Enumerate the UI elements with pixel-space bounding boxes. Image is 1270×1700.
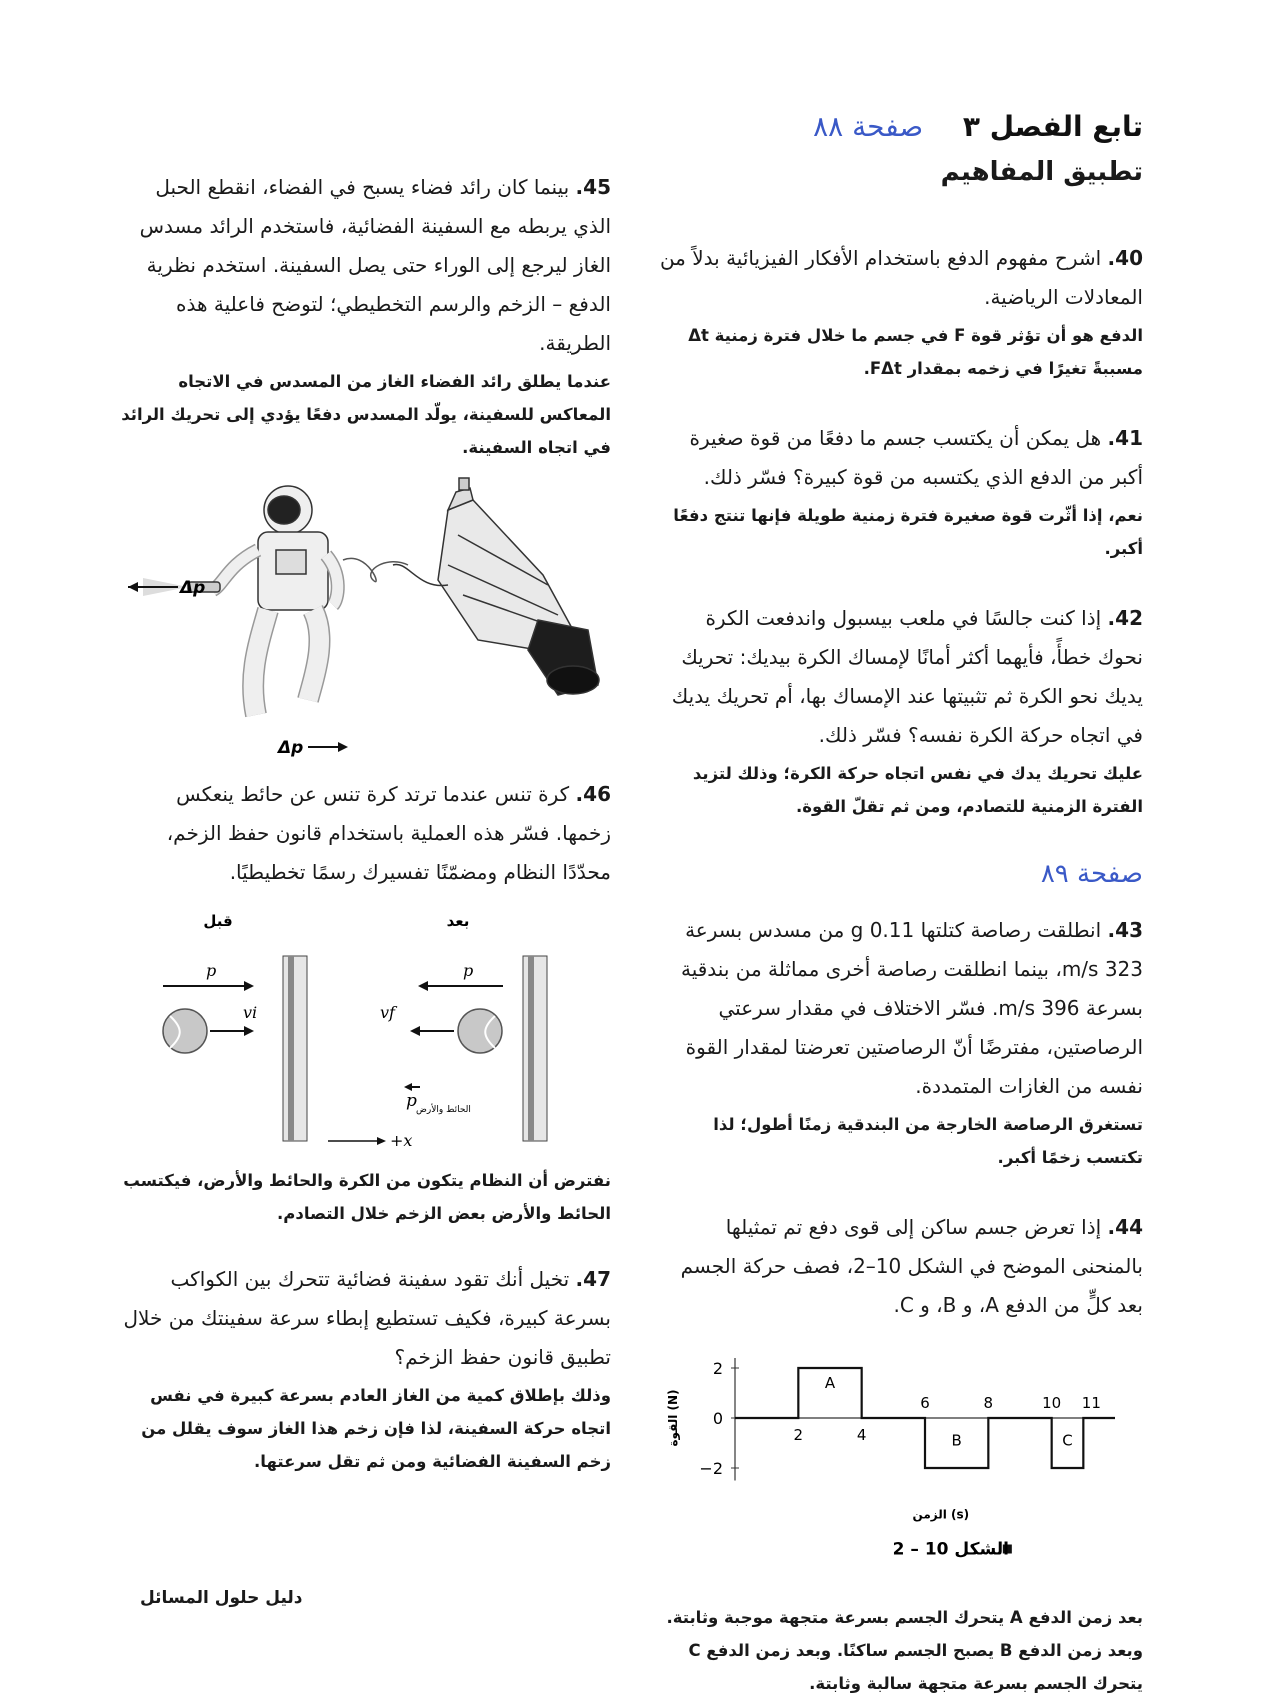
question-text: تخيل أنك تقود سفينة فضائية تتحرك بين الكواكب بسرعة كبيرة، فكيف تستطيع إبطاء سرعة سفينتك من خلال تطبيق قانون حفظ الزخم؟ bbox=[123, 1267, 611, 1369]
question-number: 46. bbox=[575, 782, 611, 806]
question-44 bbox=[655, 1208, 1143, 1325]
y-tick-label: −2 bbox=[699, 1459, 723, 1478]
question-number: 44. bbox=[1107, 1215, 1143, 1239]
velocity-label-vi: vi bbox=[243, 1003, 258, 1022]
tennis-ball-before bbox=[163, 1009, 207, 1053]
astronaut-figure bbox=[118, 470, 611, 765]
x-tick-label: 8 bbox=[983, 1394, 994, 1412]
right-column bbox=[655, 110, 1143, 1700]
astronaut-illustration bbox=[188, 486, 338, 715]
velocity-arrow-vi bbox=[244, 1026, 254, 1036]
answer-text: عندما يطلق رائد الفضاء الغاز من المسدس في الاتجاه المعاكس للسفينة، يولّد المسدس دفعًا يؤدي إلى تحريك الرائد في اتجاه السفينة. bbox=[121, 372, 611, 457]
wall-momentum-subscript: الحائط والأرض bbox=[416, 1105, 471, 1115]
question-47 bbox=[118, 1260, 611, 1478]
tennis-ball-after bbox=[458, 1009, 502, 1053]
region-label-c: C bbox=[1062, 1431, 1073, 1450]
question-text: اشرح مفهوم الدفع باستخدام الأفكار الفيزيائية بدلاً من المعادلات الرياضية. bbox=[659, 246, 1143, 309]
velocity-arrow-vf bbox=[410, 1026, 420, 1036]
wall-momentum-arrow bbox=[404, 1083, 412, 1091]
momentum-label-after: p bbox=[463, 961, 474, 980]
momentum-arrow-before bbox=[244, 981, 254, 991]
force-time-chart bbox=[655, 1343, 1143, 1593]
question-text: هل يمكن أن يكتسب جسم ما دفعًا من قوة صغيرة أكبر من الدفع الذي يكتسبه من قوة كبيرة؟ فسّر ذلك. bbox=[689, 426, 1143, 489]
y-tick-label: 2 bbox=[712, 1359, 723, 1378]
momentum-label-before: p bbox=[206, 961, 217, 980]
question-number: 41. bbox=[1107, 426, 1143, 450]
question-40 bbox=[655, 239, 1143, 385]
x-tick-label: 11 bbox=[1081, 1394, 1101, 1412]
question-number: 45. bbox=[575, 175, 611, 199]
question-number: 47. bbox=[575, 1267, 611, 1291]
question-number: 40. bbox=[1107, 246, 1143, 270]
answer-text: الدفع هو أن تؤثر قوة F في جسم ما خلال فترة زمنية Δt مسببةً تغيرًا في زخمه بمقدار FΔt. bbox=[688, 326, 1143, 378]
answer-text: تستغرق الرصاصة الخارجة من البندقية زمنًا أطول؛ لذا تكتسب زخمًا أكبر. bbox=[713, 1115, 1143, 1167]
region-label-b: B bbox=[951, 1431, 962, 1450]
spacecraft-illustration bbox=[393, 478, 599, 695]
question-43 bbox=[655, 911, 1143, 1174]
answer-text: وذلك بإطلاق كمية من الغاز العادم بسرعة كبيرة في نفس اتجاه حركة السفينة، لذا فإن زخم هذا الغاز سوف يقلل من زخم السفينة الفضائية ومن ثم تقل سرعتها. bbox=[141, 1386, 611, 1471]
delta-p-label-left: Δp bbox=[180, 578, 206, 598]
x-axis-label: +x bbox=[390, 1131, 413, 1150]
broken-tether bbox=[343, 558, 408, 581]
answer-text: نفترض أن النظام يتكون من الكرة والحائط والأرض، فيكتسب الحائط والأرض بعض الزخم خلال التصادم. bbox=[123, 1171, 611, 1223]
region-label-a: A bbox=[824, 1374, 836, 1392]
answer-text: بعد زمن الدفع A يتحرك الجسم بسرعة متجهة موجبة وثابتة. وبعد زمن الدفع B يصبح الجسم ساكنًا. وبعد زمن الدفع C يتحرك الجسم بسرعة متجهة سالبة وثابتة. bbox=[666, 1608, 1143, 1693]
question-text: كرة تنس عندما ترتد كرة تنس عن حائط ينعكس زخمها. فسّر هذه العملية باستخدام قانون حفظ الزخم، محدّدًا النظام ومضمّنًا تفسيرك رسمًا تخطيطيًا. bbox=[166, 782, 611, 884]
y-tick-label: 0 bbox=[712, 1409, 723, 1428]
chart-title: الشكل 10 – 2 bbox=[892, 1539, 1010, 1560]
question-42 bbox=[655, 599, 1143, 823]
question-text: إذا كنت جالسًا في ملعب بيسبول واندفعت الكرة نحوك خطأً، فأيهما أكثر أمانًا لإمساك الكرة بيديك: تحريك يديك نحو الكرة ثم تثبيتها عند الإمساك بها، أم تحريك يديك في اتجاه حركة الكرة نفسه؟ فسّر ذلك. bbox=[671, 606, 1143, 747]
page-heading-89: صفحة ٨٩ bbox=[1040, 859, 1143, 889]
x-tick-label: 10 bbox=[1042, 1394, 1062, 1412]
question-number: 43. bbox=[1107, 918, 1143, 942]
question-number: 42. bbox=[1107, 606, 1143, 630]
wall-before bbox=[283, 956, 307, 1141]
wall-after bbox=[523, 956, 547, 1141]
footer: دليل حلول المسائل bbox=[140, 1588, 303, 1608]
x-tick-label: 2 bbox=[793, 1426, 804, 1444]
label-after: بعد bbox=[446, 912, 470, 930]
section-title: تطبيق المفاهيم bbox=[940, 157, 1143, 187]
question-41 bbox=[655, 419, 1143, 565]
y-axis-label: القوة (N) bbox=[666, 1389, 680, 1447]
momentum-arrow-after bbox=[418, 981, 428, 991]
velocity-label-vf: vf bbox=[380, 1003, 395, 1022]
delta-p-label-bottom: Δp bbox=[278, 738, 304, 758]
question-text: إذا تعرض جسم ساكن إلى قوى دفع تم تمثيلها بالمنحنى الموضح في الشكل 10–2، فصف حركة الجسم بعد كلٍّ من الدفع A، و B، و C. bbox=[680, 1215, 1143, 1317]
label-before: قبل bbox=[203, 912, 233, 930]
answer-text: عليك تحريك يدك في نفس اتجاه حركة الكرة؛ وذلك لتزيد الفترة الزمنية للتصادم، ومن ثم تقلّ القوة. bbox=[692, 764, 1143, 816]
tennis-ball-figure bbox=[118, 906, 611, 1156]
x-axis-label: الزمن (s) bbox=[912, 1507, 970, 1522]
page-reference: صفحة ٨٨ bbox=[813, 110, 924, 143]
chapter-title: تابع الفصل ٣ bbox=[962, 110, 1143, 143]
chapter-header bbox=[655, 110, 1143, 143]
question-46 bbox=[118, 775, 611, 892]
x-tick-label: 6 bbox=[920, 1394, 930, 1412]
answer-text: نعم، إذا أثّرت قوة صغيرة فترة زمنية طويلة فإنها تنتج دفعًا أكبر. bbox=[673, 506, 1143, 558]
left-column bbox=[118, 168, 611, 1478]
x-tick-label: 4 bbox=[856, 1426, 867, 1444]
question-text: بينما كان رائد فضاء يسبح في الفضاء، انقطع الحبل الذي يربطه مع السفينة الفضائية، فاستخدم الرائد مسدس الغاز ليرجع إلى الوراء حتى يصل السفينة. استخدم نظرية الدفع – الزخم والرسم التخطيطي؛ لتوضح فاعلية هذه الطريقة. bbox=[139, 175, 611, 355]
question-text: انطلقت رصاصة كتلتها 0.11 g من مسدس بسرعة 323 m/s، بينما انطلقت رصاصة أخرى مماثلة من بندقية بسرعة 396 m/s. فسّر الاختلاف في مقدار سرعتي الرصاصتين، مفترضًا أنّ الرصاصتين تعرضتا لمقدار القوة نفسه من الغازات المتمددة. bbox=[680, 918, 1143, 1098]
question-45 bbox=[118, 168, 611, 464]
wall-momentum-label: p bbox=[406, 1091, 417, 1111]
